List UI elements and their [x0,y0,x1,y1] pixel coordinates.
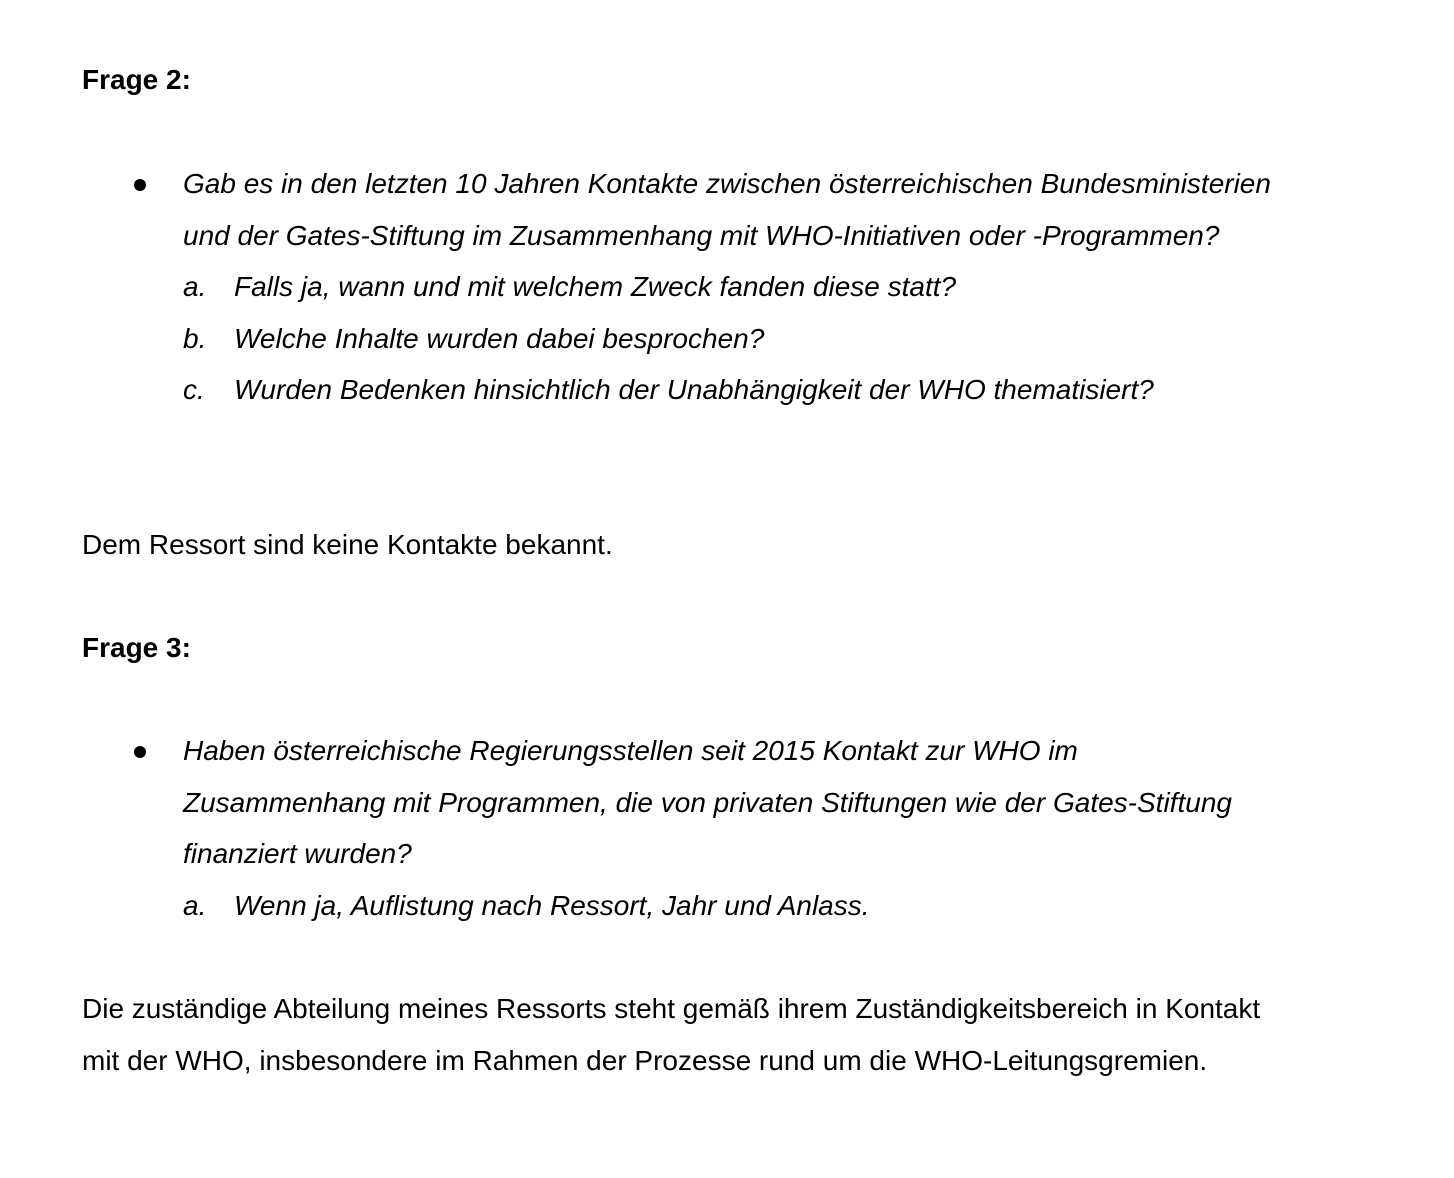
sub-question-item [183,261,1323,313]
sub-question-letter: a. [183,889,207,921]
sub-question-item [183,313,1323,365]
sub-question-text: Welche Inhalte wurden dabei besprochen? [234,322,765,354]
question-text: Haben österreichische Regierungsstellen seit 2015 Kontakt zur WHO im Zusammenhang mit Programmen, die von privaten Stiftungen wie der Gates-Stiftung finanziert wurden? [183,735,1232,869]
sub-question-letter: c. [183,374,205,405]
sub-question-list [183,880,1263,932]
answer-text: Die zuständige Abteilung meines Ressorts steht gemäß ihrem Zuständigkeitsbereich in Kontakt mit der WHO, insbesondere im Rahmen der Prozesse rund um die WHO-Leitungsgremien. [82,993,1261,1076]
question-block [183,725,1263,931]
sub-question-text: Wurden Bedenken hinsichtlich der Unabhängigkeit der WHO thematisiert? [234,374,1154,405]
sub-question-letter: b. [183,322,207,354]
question-block [183,158,1323,416]
sub-question-letter: a. [183,271,207,302]
sub-question-list [183,261,1323,416]
bullet-icon [134,179,146,191]
sub-question-text: Wenn ja, Auflistung nach Ressort, Jahr und Anlass. [234,889,870,921]
sub-question-item [183,880,1263,932]
question-text: Gab es in den letzten 10 Jahren Kontakte zwischen österreichischen Bundesministerien und der Gates-Stiftung im Zusammenhang mit WHO-Initiativen oder -Programmen? [183,168,1271,251]
sub-question-text: Falls ja, wann und mit welchem Zweck fanden diese statt? [234,271,957,302]
answer-text: Dem Ressort sind keine Kontakte bekannt. [82,529,613,560]
question-heading: Frage 2: [82,64,191,95]
sub-question-item [183,364,1323,416]
question-heading: Frage 3: [82,632,191,663]
bullet-icon [134,746,146,758]
